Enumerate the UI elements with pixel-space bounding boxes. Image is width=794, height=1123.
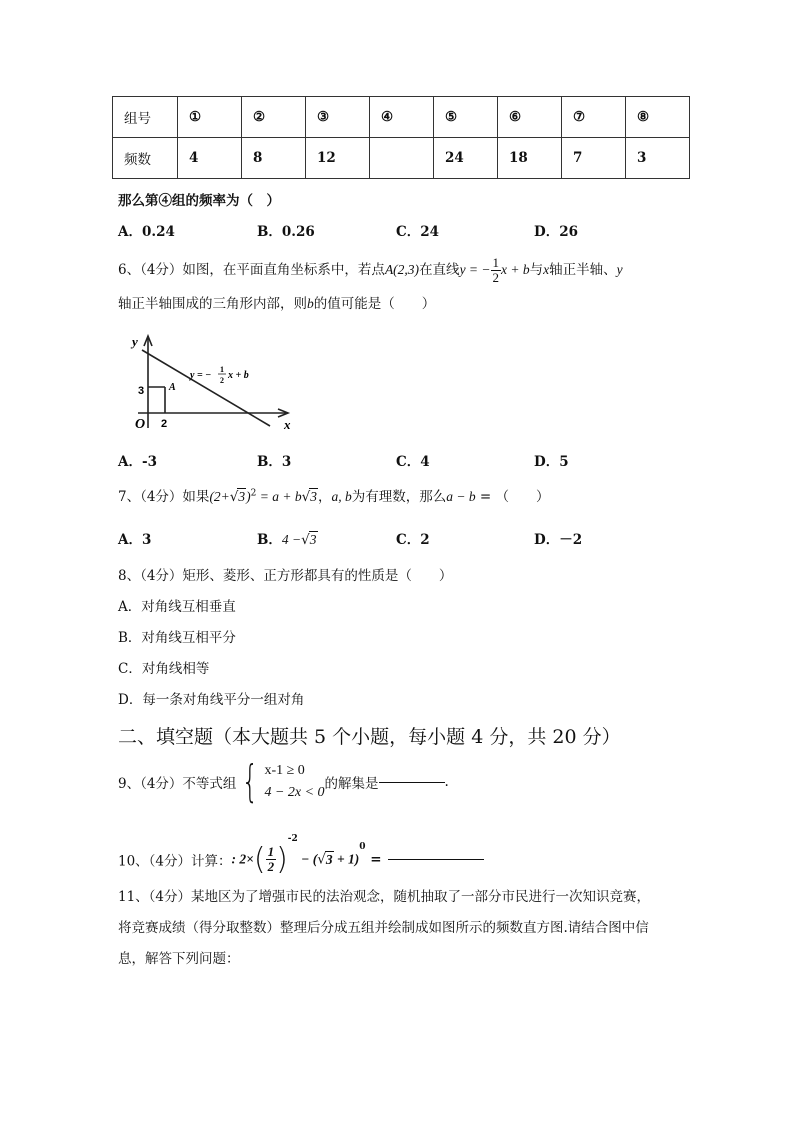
- origin-label: O: [135, 417, 146, 432]
- q9-text: 的解集是: [324, 776, 379, 792]
- line-equation-numerator: 1: [220, 365, 224, 374]
- q10-expr: + 1): [333, 851, 360, 867]
- q7-expr: a − b: [446, 489, 476, 504]
- q9-text: .: [444, 774, 449, 790]
- table-cell: ④: [370, 97, 434, 138]
- q8-option-a: A．对角线互相垂直: [118, 599, 236, 615]
- table-cell: ⑧: [626, 97, 690, 138]
- q9-inequality-2: 4 − 2x < 0: [264, 785, 325, 800]
- q6-var: b: [307, 296, 314, 311]
- tick-label-2: 2: [161, 418, 168, 430]
- q9-system: [264, 760, 324, 804]
- q7-option-d: D．－2: [534, 532, 583, 548]
- q6-coordinate-figure: [128, 328, 293, 433]
- q7-option-b-sqrt: 3: [309, 532, 317, 547]
- q5-option-a: A．0.24: [118, 224, 175, 240]
- table-cell: 3: [626, 138, 690, 179]
- q8-option-b: B．对角线互相平分: [118, 630, 236, 646]
- table-cell: ⑦: [562, 97, 626, 138]
- q6-eq: x + b: [501, 262, 530, 277]
- q8-option-d: D．每一条对角线平分一组对角: [118, 692, 305, 708]
- line-equation-label: y = −: [190, 370, 212, 381]
- q7-option-b-label: B．: [257, 532, 282, 548]
- answer-blank[interactable]: [388, 859, 484, 860]
- q7-option-b: [257, 528, 318, 548]
- q10-sqrt: 3: [325, 852, 333, 867]
- q10-text: 10、（4分）计算：: [118, 853, 232, 870]
- q6-point: A(2,3): [384, 262, 420, 277]
- q11-line2: 将竞赛成绩（得分取整数）整理后分成五组并绘制成如图所示的频数直方图.请结合图中信: [118, 920, 649, 936]
- section-title: 二、填空题（本大题共 5 个小题，每小题 4 分，共 20 分）: [118, 726, 621, 748]
- q7-sqrt: 3: [238, 489, 246, 504]
- q7-expr: = a + b: [256, 489, 302, 504]
- fraction-denominator: 2: [492, 270, 500, 285]
- q8-option-c: C．对角线相等: [118, 661, 210, 677]
- table-cell: 4: [178, 138, 242, 179]
- q10-expr: − (: [297, 851, 318, 867]
- q6-text: 轴正半轴围成的三角形内部，则: [118, 296, 307, 312]
- q5-stem: 那么第④组的频率为（ ）: [118, 193, 280, 209]
- q7-expr: ): [246, 489, 251, 504]
- q10-exponent: -2: [287, 834, 298, 844]
- q9-text: 9、（4分）不等式组: [118, 776, 237, 792]
- q10-expr: =: [365, 851, 382, 868]
- q6-fraction: [491, 256, 502, 285]
- q6-var: x: [543, 262, 550, 277]
- sqrt-sign: √: [317, 851, 326, 868]
- fraction-numerator: 1: [267, 844, 275, 859]
- y-axis-label: y: [132, 334, 138, 349]
- q6-var: y: [616, 262, 623, 277]
- sqrt-sign: √: [301, 532, 310, 548]
- q7-text: 7、（4分）如果: [118, 489, 210, 505]
- q6-text: 轴正半轴、: [549, 262, 617, 278]
- sqrt-sign: √: [229, 489, 239, 505]
- table-cell: ③: [306, 97, 370, 138]
- table-cell: ⑥: [498, 97, 562, 138]
- q7-vars: a, b: [331, 489, 352, 504]
- q7-option-c: C．2: [396, 532, 430, 548]
- q6-text: 与: [529, 262, 544, 278]
- line-equation-label: x + b: [228, 370, 249, 381]
- q8-stem: 8、（4分）矩形、菱形、正方形都具有的性质是（ ）: [118, 568, 453, 584]
- table-row: [113, 97, 690, 138]
- paren-icon: (: [253, 842, 266, 877]
- table-cell: ⑤: [434, 97, 498, 138]
- q10-exponent: 0: [359, 842, 366, 852]
- q7-text: 为有理数，那么: [351, 489, 447, 505]
- sqrt-sign: √: [301, 489, 311, 505]
- table-cell: ①: [178, 97, 242, 138]
- q10-fraction: [266, 845, 277, 874]
- table-header-frequency: 频数: [113, 138, 178, 179]
- q5-option-d: D．26: [534, 224, 578, 240]
- q11-line1: 11、（4分）某地区为了增强市民的法治观念，随机抽取了一部分市民进行一次知识竞赛，: [118, 889, 651, 905]
- q6-text: 6、（4分）如图，在平面直角坐标系中，若点: [118, 262, 385, 278]
- q7-option-b-expr: 4 −: [281, 532, 302, 547]
- q7-exponent: 2: [250, 488, 257, 499]
- table-cell: 24: [434, 138, 498, 179]
- q7-expr: (2+: [209, 489, 230, 504]
- fraction-numerator: 1: [492, 255, 500, 270]
- point-a-label: A: [169, 382, 176, 393]
- graph-line: [142, 350, 270, 426]
- q6-option-d: D．5: [534, 454, 569, 470]
- q6-stem-line2: [118, 292, 435, 312]
- q7-stem: [118, 485, 550, 505]
- q6-text: 的值可能是（ ）: [313, 296, 436, 312]
- q7-text: = （ ）: [475, 489, 550, 505]
- q7-text: ，: [317, 489, 332, 505]
- q6-eq: y = −: [459, 262, 491, 277]
- q10-expr: : 2×: [231, 851, 254, 867]
- q6-option-b: B．3: [257, 454, 292, 470]
- q10-stem: [118, 834, 484, 877]
- line-equation-denominator: 2: [220, 376, 224, 385]
- frequency-table: [112, 96, 690, 179]
- q5-option-b: B．0.26: [257, 224, 315, 240]
- q6-stem-line1: [118, 256, 623, 285]
- fraction-denominator: 2: [267, 859, 275, 874]
- table-cell: 8: [242, 138, 306, 179]
- q5-option-c: C．24: [396, 224, 440, 240]
- q6-option-a: A．-3: [118, 454, 157, 470]
- table-row: [113, 138, 690, 179]
- table-cell: 7: [562, 138, 626, 179]
- brace-icon: {: [242, 756, 259, 807]
- q11-line3: 息，解答下列问题：: [118, 951, 240, 967]
- answer-blank[interactable]: [379, 782, 445, 783]
- x-axis-label: x: [284, 417, 291, 432]
- q7-option-a: A．3: [118, 532, 152, 548]
- q7-sqrt: 3: [310, 489, 317, 504]
- table-cell: ②: [242, 97, 306, 138]
- table-cell: 18: [498, 138, 562, 179]
- paren-icon: ): [276, 842, 288, 877]
- q6-text: 在直线: [419, 262, 460, 278]
- q6-option-c: C．4: [396, 454, 430, 470]
- table-cell: 12: [306, 138, 370, 179]
- table-cell: [370, 138, 434, 179]
- table-header-group: 组号: [113, 97, 178, 138]
- q9-stem: [118, 756, 449, 807]
- tick-label-3: 3: [138, 385, 145, 397]
- q9-inequality-1: x-1 ≥ 0: [264, 763, 305, 778]
